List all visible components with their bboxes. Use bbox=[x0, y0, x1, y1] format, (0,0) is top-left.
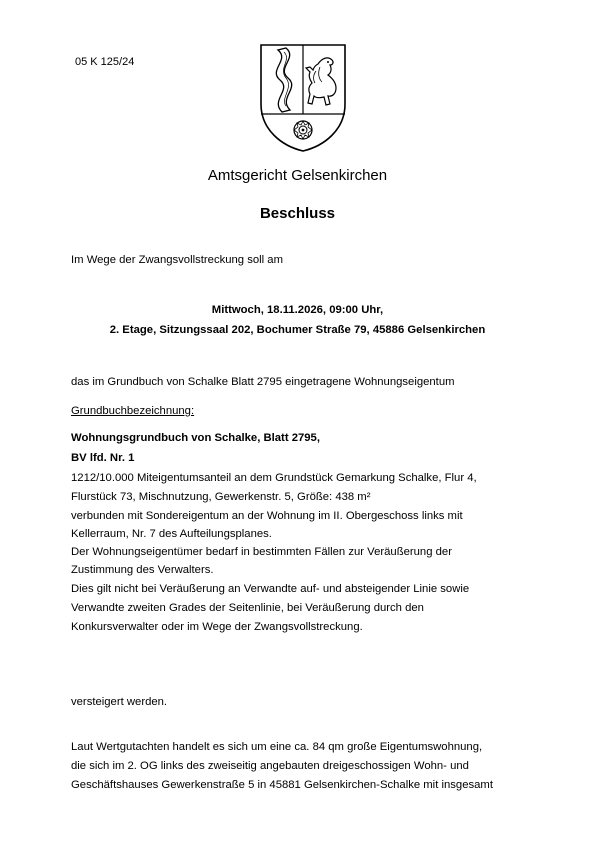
description-line: Kellerraum, Nr. 7 des Aufteilungsplanes. bbox=[71, 528, 272, 540]
description-line: Der Wohnungseigentümer bedarf in bestimmten Fällen zur Veräußerung der bbox=[71, 546, 452, 558]
appraisal-line: die sich im 2. OG links des zweiseitig angebauten dreigeschossigen Wohn- und bbox=[71, 760, 469, 772]
bv-line: BV lfd. Nr. 1 bbox=[71, 452, 135, 464]
register-title: Wohnungsgrundbuch von Schalke, Blatt 2795, bbox=[71, 432, 320, 444]
document-title: Beschluss bbox=[259, 205, 336, 222]
description-line: Konkursverwalter oder im Wege der Zwangsvollstreckung. bbox=[71, 621, 363, 633]
auction-location: 2. Etage, Sitzungssaal 202, Bochumer Straße 79, 45886 Gelsenkirchen bbox=[109, 324, 486, 336]
appraisal-line: Laut Wertgutachten handelt es sich um eine ca. 84 qm große Eigentumswohnung, bbox=[71, 741, 483, 753]
court-name: Amtsgericht Gelsenkirchen bbox=[207, 167, 388, 184]
auction-date: Mittwoch, 18.11.2026, 09:00 Uhr, bbox=[211, 304, 384, 316]
coat-of-arms-icon bbox=[258, 42, 348, 154]
appraisal-line: Geschäftshauses Gewerkenstraße 5 in 45881 Gelsenkirchen-Schalke mit insgesamt bbox=[71, 779, 493, 791]
section-heading: Grundbuchbezeichnung: bbox=[71, 405, 195, 417]
case-number: 05 K 125/24 bbox=[75, 56, 135, 68]
description-line: Flurstück 73, Mischnutzung, Gewerkenstr. 5, Größe: 438 m² bbox=[71, 491, 371, 503]
property-intro: das im Grundbuch von Schalke Blatt 2795 eingetragene Wohnungseigentum bbox=[71, 376, 455, 388]
auction-statement: versteigert werden. bbox=[71, 696, 168, 708]
description-line: Dies gilt nicht bei Veräußerung an Verwandte auf- und absteigender Linie sowie bbox=[71, 583, 470, 595]
intro-text: Im Wege der Zwangsvollstreckung soll am bbox=[71, 254, 284, 266]
description-line: Verwandte zweiten Grades der Seitenlinie, bei Veräußerung durch den bbox=[71, 602, 424, 614]
description-line: 1212/10.000 Miteigentumsanteil an dem Grundstück Gemarkung Schalke, Flur 4, bbox=[71, 472, 477, 484]
description-line: Zustimmung des Verwalters. bbox=[71, 564, 214, 576]
description-line: verbunden mit Sondereigentum an der Wohnung im II. Obergeschoss links mit bbox=[71, 510, 463, 522]
